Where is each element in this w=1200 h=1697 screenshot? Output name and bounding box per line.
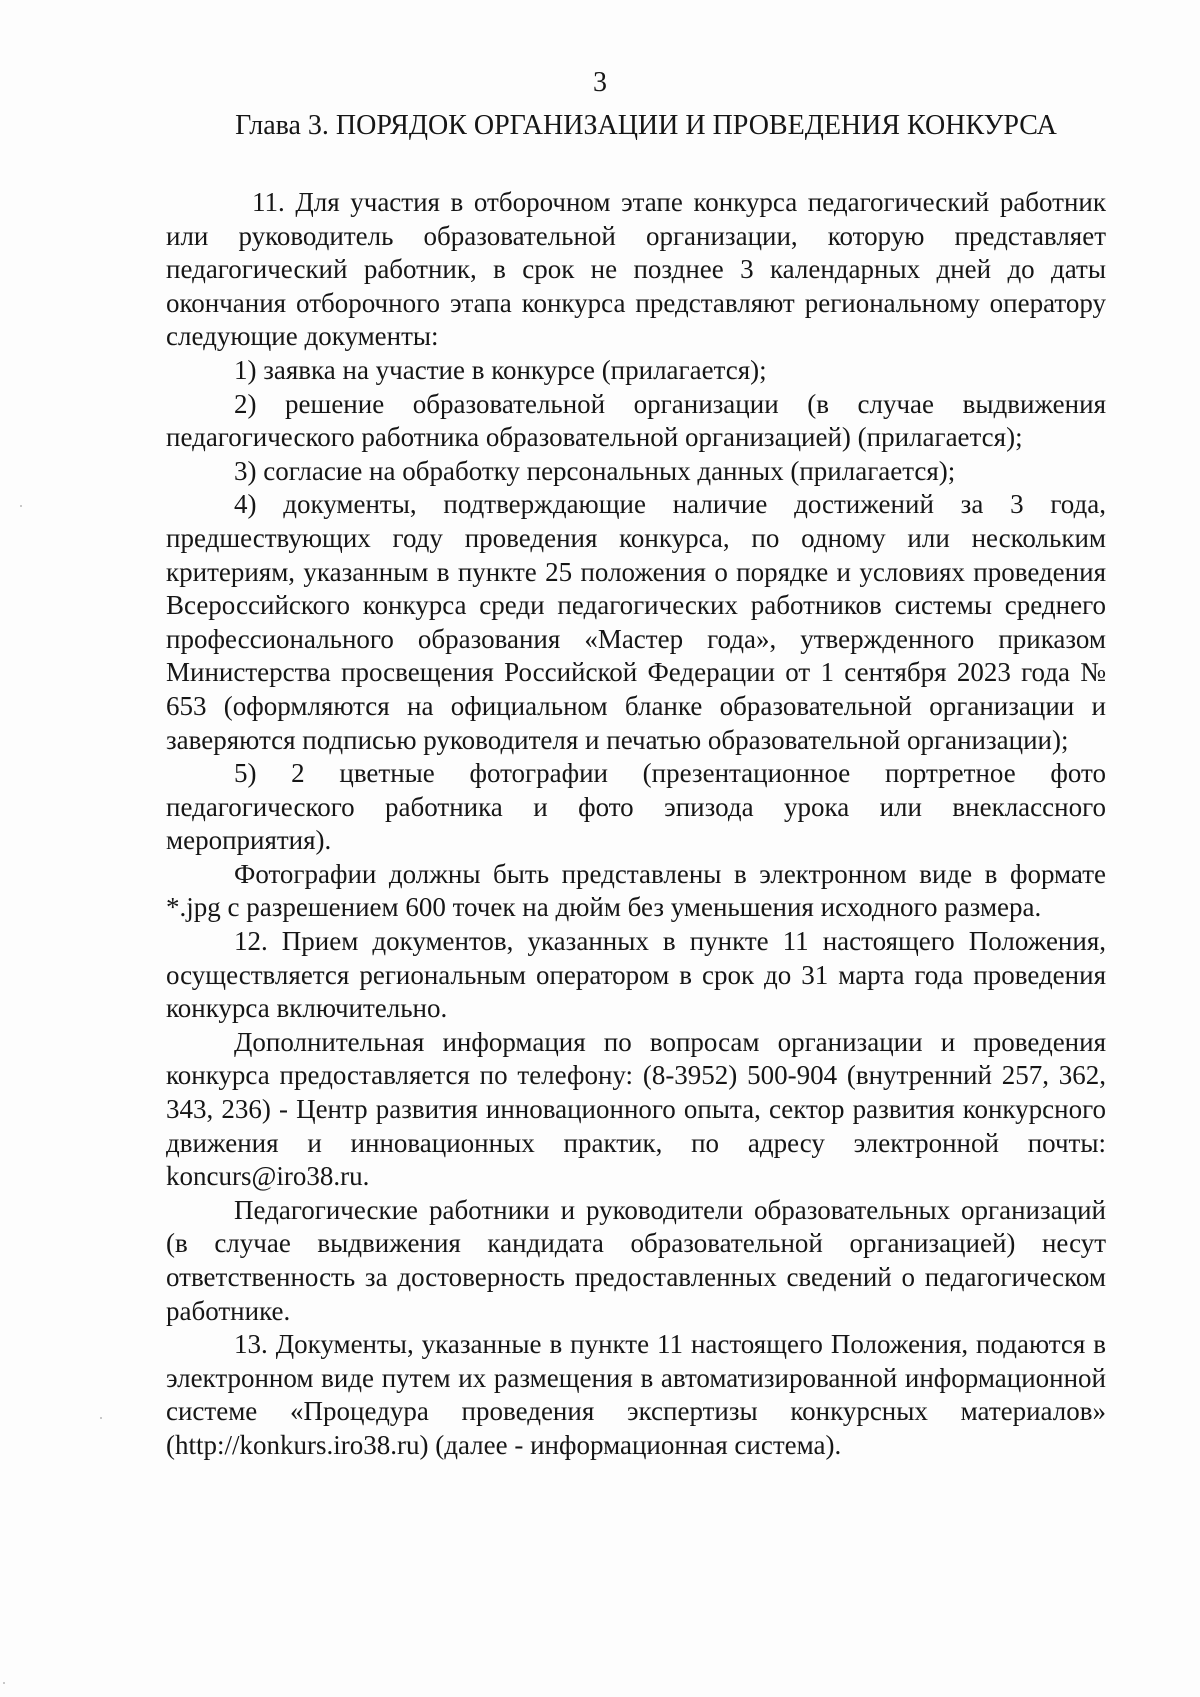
paragraph-list-item-2: 2) решение образовательной организации (в случае выдвижения педагогического работника образовательной организацией) (прилагается); xyxy=(166,388,1106,453)
paragraph-item-12: 12. Прием документов, указанных в пункте 11 настоящего Положения, осуществляется региональным оператором в срок до 31 марта года проведения конкурса включительно. xyxy=(166,926,1106,1024)
page-number: 3 xyxy=(593,67,607,98)
paragraph-list-item-4: 4) документы, подтверждающие наличие достижений за 3 года, предшествующих году проведения конкурса, по одному или нескольким критериям, указанным в пункте 25 положения о порядке и условиях проведения Всероссийского конкурса среди педагогических работников системы среднего профессионального образования «Мастер года», утвержденного приказом Министерства просвещения Российской Федерации от 1 сентября 2023 года № 653 (оформляются на официальном бланке образовательной организации и заверяются подписью руководителя и печатью образовательной организации); xyxy=(166,489,1106,755)
paragraph-list-item-5: 5) 2 цветные фотографии (презентационное портретное фото педагогического работника и фото эпизода урока или внеклассного мероприятия). xyxy=(166,758,1106,856)
paragraph-list-item-1: 1) заявка на участие в конкурсе (прилагается); xyxy=(234,354,767,385)
scan-speck xyxy=(100,1417,102,1419)
paragraph-item-13: 13. Документы, указанные в пункте 11 настоящего Положения, подаются в электронном виде путем их размещения в автоматизированной информационной системе «Процедура проведения экспертизы конкурсных материалов» (http://konkurs.iro38.ru) (далее - информационная система). xyxy=(166,1329,1106,1460)
paragraph-responsibility: Педагогические работники и руководители образовательных организаций (в случае выдвижения кандидата образовательной организацией) несут ответственность за достоверность предоставленных сведений о педагогическом работнике. xyxy=(166,1194,1106,1326)
paragraph-item-11: 11. Для участия в отборочном этапе конкурса педагогический работник или руководитель образовательной организации, которую представляет педагогический работник, в срок не позднее 3 календарных дней до даты окончания отборочного этапа конкурса представляют региональному оператору следующие документы: xyxy=(166,187,1106,352)
paragraph-list-item-3: 3) согласие на обработку персональных данных (прилагается); xyxy=(234,455,956,486)
scan-speck xyxy=(20,505,22,507)
paragraph-contact-info: Дополнительная информация по вопросам организации и проведения конкурса предоставляется по телефону: (8-3952) 500-904 (внутренний 257, 362, 343, 236) - Центр развития инновационного опыта, сектор развития конкурсного движения и инновационных практик, по адресу электронной почты: koncurs@iro38.ru. xyxy=(166,1026,1106,1192)
document-body xyxy=(166,186,1106,1463)
paragraph-photo-requirements: Фотографии должны быть представлены в электронном виде в формате *.jpg с разрешением 600 точек на дюйм без уменьшения исходного размера. xyxy=(166,858,1106,923)
scan-speck xyxy=(3,1682,5,1684)
chapter-title: Глава 3. ПОРЯДОК ОРГАНИЗАЦИИ И ПРОВЕДЕНИЯ КОНКУРСА xyxy=(235,110,1057,141)
